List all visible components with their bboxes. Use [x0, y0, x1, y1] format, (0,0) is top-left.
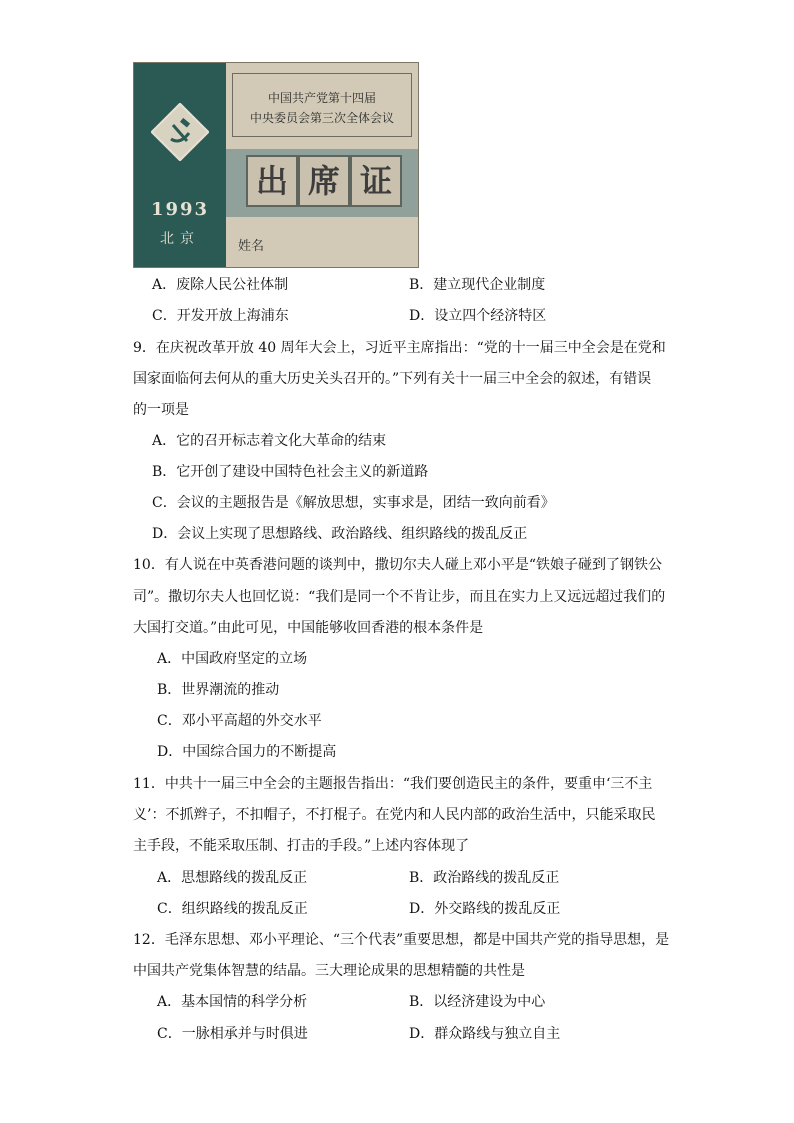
q10-option-d: D．中国综合国力的不断提高 — [157, 744, 337, 760]
q11-option-c: C．组织路线的拨乱反正 — [157, 901, 308, 917]
q11-stem-line2: 义’：不抓辫子，不扣帽子，不打棍子。在党内和人民内部的政治生活中，只能采取民 — [133, 807, 656, 823]
party-emblem-icon — [151, 103, 209, 161]
q10-option-c: C．邓小平高超的外交水平 — [157, 713, 322, 729]
badge-right-panel — [226, 63, 418, 267]
q9-stem-line2: 国家面临何去何从的重大历史关头召开的。”下列有关十一届三中全会的叙述，有错误 — [133, 371, 652, 387]
q9-option-c: C．会议的主题报告是《解放思想，实事求是，团结一致向前看》 — [152, 495, 555, 511]
badge-name-label: 姓名 — [238, 239, 265, 254]
badge-org-line2: 中央委员会第三次全体会议 — [249, 111, 394, 125]
q9-option-b: B．它开创了建设中国特色社会主义的新道路 — [152, 464, 429, 480]
q10-stem-line2: 司”。撒切尔夫人也回忆说：“我们是同一个不肯让步，而且在实力上又远远超过我们的 — [133, 589, 666, 605]
badge-city: 北京 — [160, 231, 200, 247]
badge-title-band — [226, 149, 418, 217]
q8-option-b: B．建立现代企业制度 — [409, 277, 546, 293]
badge-title-char: 出 — [246, 155, 298, 207]
q8-option-d: D．设立四个经济特区 — [409, 308, 547, 324]
q8-option-a: A．废除人民公社体制 — [152, 277, 289, 293]
q9-stem-line1: 9．在庆祝改革开放 40 周年大会上，习近平主席指出：“党的十一届三中全会是在党和 — [133, 340, 666, 356]
q12-option-b: B．以经济建设为中心 — [409, 994, 546, 1010]
q9-option-d: D．会议上实现了思想路线、政治路线、组织路线的拨乱反正 — [152, 526, 528, 542]
badge-org-line1: 中国共产党第十四届 — [267, 91, 376, 105]
q9-option-a: A．它的召开标志着文化大革命的结束 — [152, 433, 387, 449]
q11-option-d: D．外交路线的拨乱反正 — [409, 901, 561, 917]
q8-option-c: C．开发开放上海浦东 — [152, 308, 289, 324]
attendance-pass-image — [133, 62, 419, 268]
q10-option-b: B．世界潮流的推动 — [157, 682, 280, 698]
q12-stem-line1: 12．毛泽东思想、邓小平理论、“三个代表”重要思想，都是中国共产党的指导思想，是 — [133, 932, 670, 948]
q11-option-b: B．政治路线的拨乱反正 — [409, 870, 560, 886]
q10-option-a: A．中国政府坚定的立场 — [157, 651, 308, 667]
q9-stem-line3: 的一项是 — [133, 402, 189, 418]
badge-left-panel — [134, 63, 226, 267]
badge-title-char: 席 — [298, 155, 350, 207]
q10-stem-line1: 10．有人说在中英香港问题的谈判中，撒切尔夫人碰上邓小平是“铁娘子碰到了钢铁公 — [133, 557, 662, 573]
q11-stem-line1: 11．中共十一届三中全会的主题报告指出：“我们要创造民主的条件，要重申‘三不主 — [133, 776, 653, 792]
q10-stem-line3: 大国打交道。”由此可见，中国能够收回香港的根本条件是 — [133, 620, 484, 636]
q12-option-d: D．群众路线与独立自主 — [409, 1026, 561, 1042]
q12-option-c: C．一脉相承并与时俱进 — [157, 1026, 308, 1042]
q11-option-a: A．思想路线的拨乱反正 — [157, 870, 308, 886]
badge-title-char: 证 — [350, 155, 402, 207]
q12-stem-line2: 中国共产党集体智慧的结晶。三大理论成果的思想精髓的共性是 — [133, 963, 525, 979]
badge-org-box — [232, 73, 412, 137]
badge-year: 1993 — [150, 199, 210, 220]
q12-option-a: A．基本国情的科学分析 — [157, 994, 308, 1010]
q11-stem-line3: 主手段，不能采取压制、打击的手段。”上述内容体现了 — [133, 838, 470, 854]
